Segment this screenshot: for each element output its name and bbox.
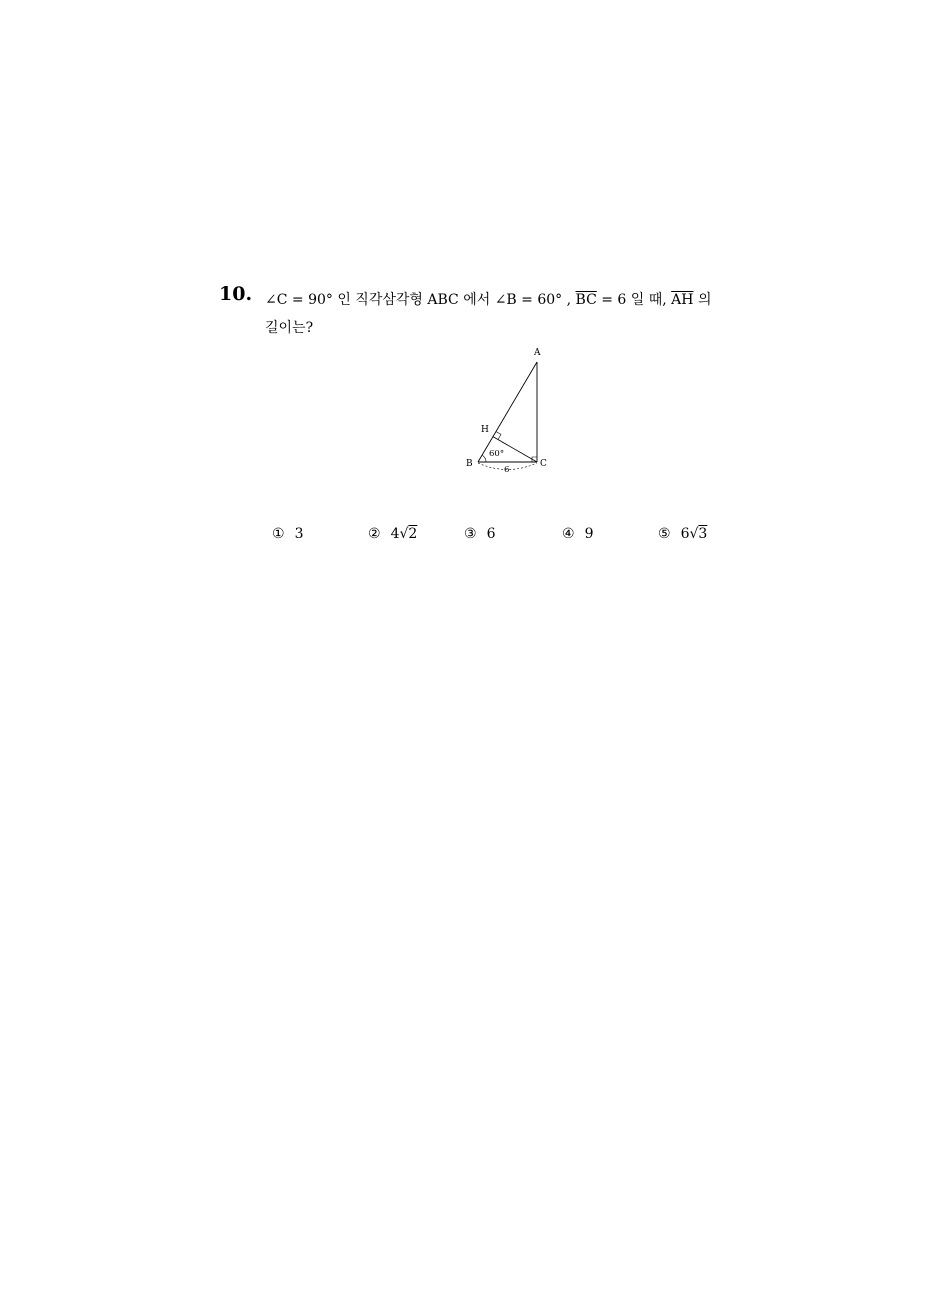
label-b: B [466,459,473,469]
label-angle-b: 60° [489,449,505,459]
question-number: 10. [219,283,253,305]
segment-ah: $\overline{AH}$ [671,292,694,308]
triangle-figure [460,342,560,477]
stem-part-4: 길이는? [265,320,314,336]
label-c: C [540,459,547,469]
stem-part-2: = 6 일 때, [596,292,672,308]
stem-part-1: ∠C = 90° 인 직각삼각형 ABC 에서 ∠B = 60° , [265,292,576,308]
choice-1-number: ① [272,526,285,542]
segment-bc: $\overline{BC}$ [575,292,597,308]
choice-2-radicand: 2 [408,526,418,542]
label-a: A [534,348,541,358]
label-h: H [481,425,489,435]
choice-3[interactable] [464,526,495,542]
sqrt-icon: √ [399,526,409,542]
choice-5-coef: 6 [680,526,690,542]
choice-5-number: ⑤ [658,526,671,542]
choice-4[interactable] [562,526,593,542]
question-stem [265,286,735,342]
side-ab [478,362,537,462]
choice-3-text: 6 [486,526,496,542]
choice-4-number: ④ [562,526,575,542]
choice-2-number: ② [368,526,381,542]
stem-part-3: 의 [693,292,712,308]
choice-5[interactable] [658,526,707,542]
choice-3-number: ③ [464,526,477,542]
angle-arc-b [482,455,486,462]
label-side-bc: 6 [504,465,510,475]
choice-5-radicand: 3 [698,526,708,542]
choice-2-coef: 4 [390,526,400,542]
sqrt-icon: √ [689,526,699,542]
choice-2[interactable] [368,526,417,542]
choice-1-text: 3 [294,526,304,542]
choice-1[interactable] [272,526,303,542]
choice-4-text: 9 [584,526,594,542]
